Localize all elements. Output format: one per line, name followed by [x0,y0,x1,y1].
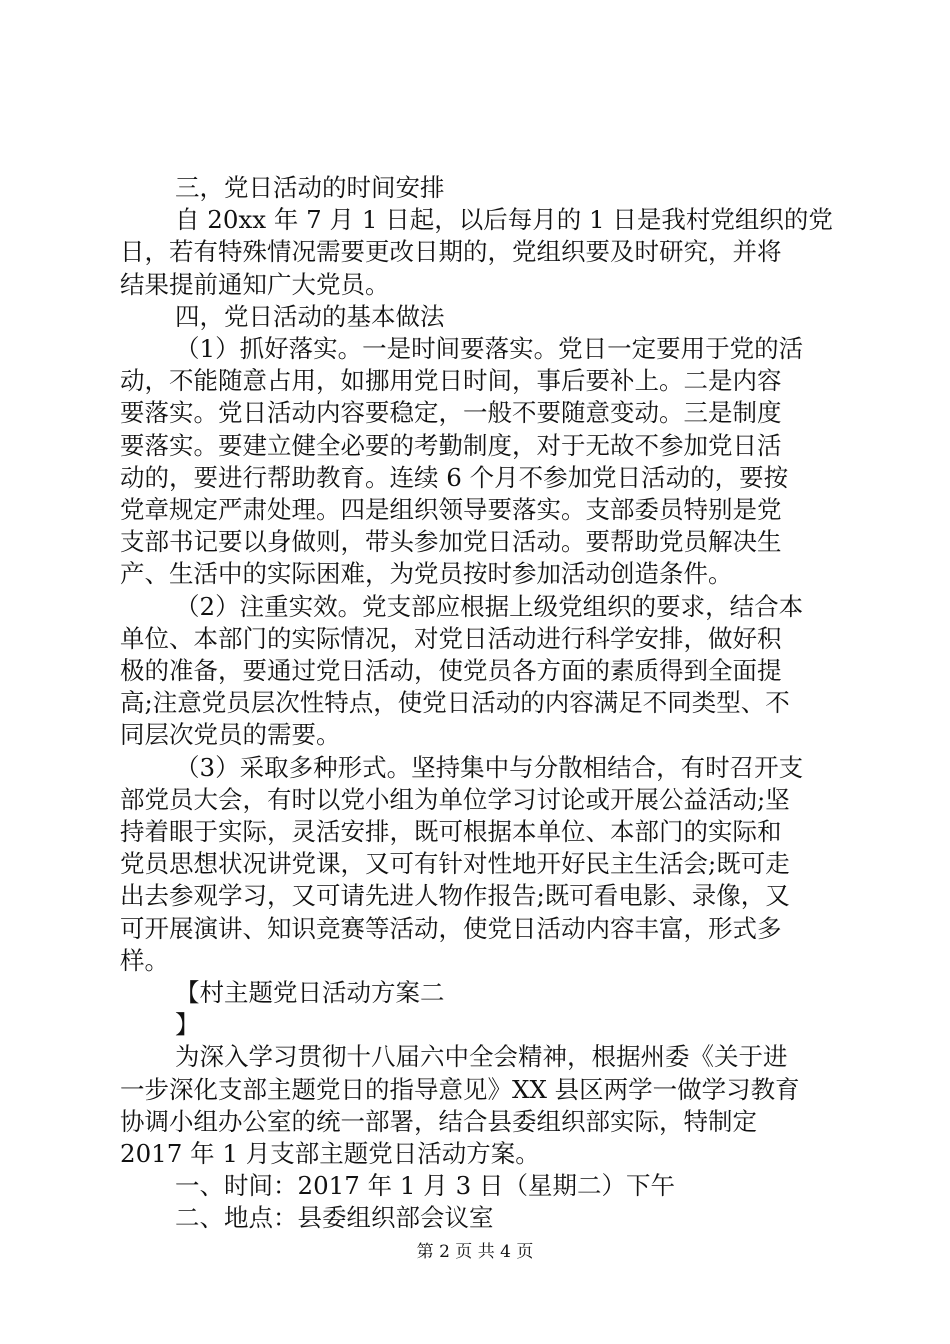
paragraph-line: 结果提前通知广大党员。 [120,269,390,299]
paragraph-line: 要落实。党日活动内容要稳定，一般不要随意变动。三是制度 [120,398,782,428]
paragraph-line: 产、生活中的实际困难，为党员按时参加活动创造条件。 [120,559,733,589]
paragraph-line: 党员思想状况讲党课，又可有针对性地开好民主生活会;既可走 [120,849,790,879]
paragraph-line: 为深入学习贯彻十八届六中全会精神，根据州委《关于进 [175,1042,788,1072]
paragraph-line: 一、时间：2017 年 1 月 3 日（星期二）下午 [175,1171,675,1201]
paragraph-line: 可开展演讲、知识竞赛等活动，使党日活动内容丰富，形式多 [120,913,782,943]
paragraph-line: 党章规定严肃处理。四是组织领导要落实。支部委员特别是党 [120,495,782,524]
paragraph-line: 单位、本部门的实际情况，对党日活动进行科学安排，做好积 [120,623,782,653]
paragraph-line: 同层次党员的需要。 [120,720,341,750]
paragraph-line: 高;注意党员层次性特点，使党日活动的内容满足不同类型、不 [120,688,790,718]
paragraph-line: 动的，要进行帮助教育。连续 6 个月不参加党日活动的，要按 [120,462,789,492]
paragraph-line: 要落实。要建立健全必要的考勤制度，对于无故不参加党日活 [120,430,782,460]
paragraph-line: （1）抓好落实。一是时间要落实。党日一定要用于党的活 [175,334,804,363]
paragraph-line: 一步深化支部主题党日的指导意见》XX 县区两学一做学习教育 [120,1074,800,1104]
paragraph-line: 日，若有特殊情况需要更改日期的，党组织要及时研究，并将 [120,237,782,267]
paragraph-line: 动，不能随意占用，如挪用党日时间，事后要补上。二是内容 [120,366,782,396]
paragraph-line: 极的准备，要通过党日活动，使党员各方面的素质得到全面提 [120,656,782,685]
paragraph-line: （3）采取多种形式。坚持集中与分散相结合，有时召开支 [175,752,804,782]
paragraph-line: 部党员大会，有时以党小组为单位学习讨论或开展公益活动;坚 [120,784,790,814]
paragraph-line: 样。 [120,945,169,975]
paragraph-line: 二、地点：县委组织部会议室 [175,1203,494,1233]
paragraph-line: 自 20xx 年 7 月 1 日起，以后每月的 1 日是我村党组织的党 [175,205,833,235]
section-heading: 三，党日活动的时间安排 [175,173,445,202]
section-heading: 四，党日活动的基本做法 [175,301,445,331]
paragraph-line: 协调小组办公室的统一部署，结合县委组织部实际，特制定 [120,1106,757,1136]
paragraph-line: 】 [175,1010,200,1040]
section-title: 【村主题党日活动方案二 [175,978,445,1007]
paragraph-line: 持着眼于实际，灵活安排，既可根据本单位、本部门的实际和 [120,817,782,846]
page-number-footer: 第 2 页 共 4 页 [416,1242,534,1262]
paragraph-line: 2017 年 1 月支部主题党日活动方案。 [120,1139,540,1168]
paragraph-line: 支部书记要以身做则，带头参加党日活动。要帮助党员解决生 [120,527,782,557]
paragraph-line: 出去参观学习，又可请先进人物作报告;既可看电影、录像，又 [120,881,790,911]
paragraph-line: （2）注重实效。党支部应根据上级党组织的要求，结合本 [175,591,804,621]
